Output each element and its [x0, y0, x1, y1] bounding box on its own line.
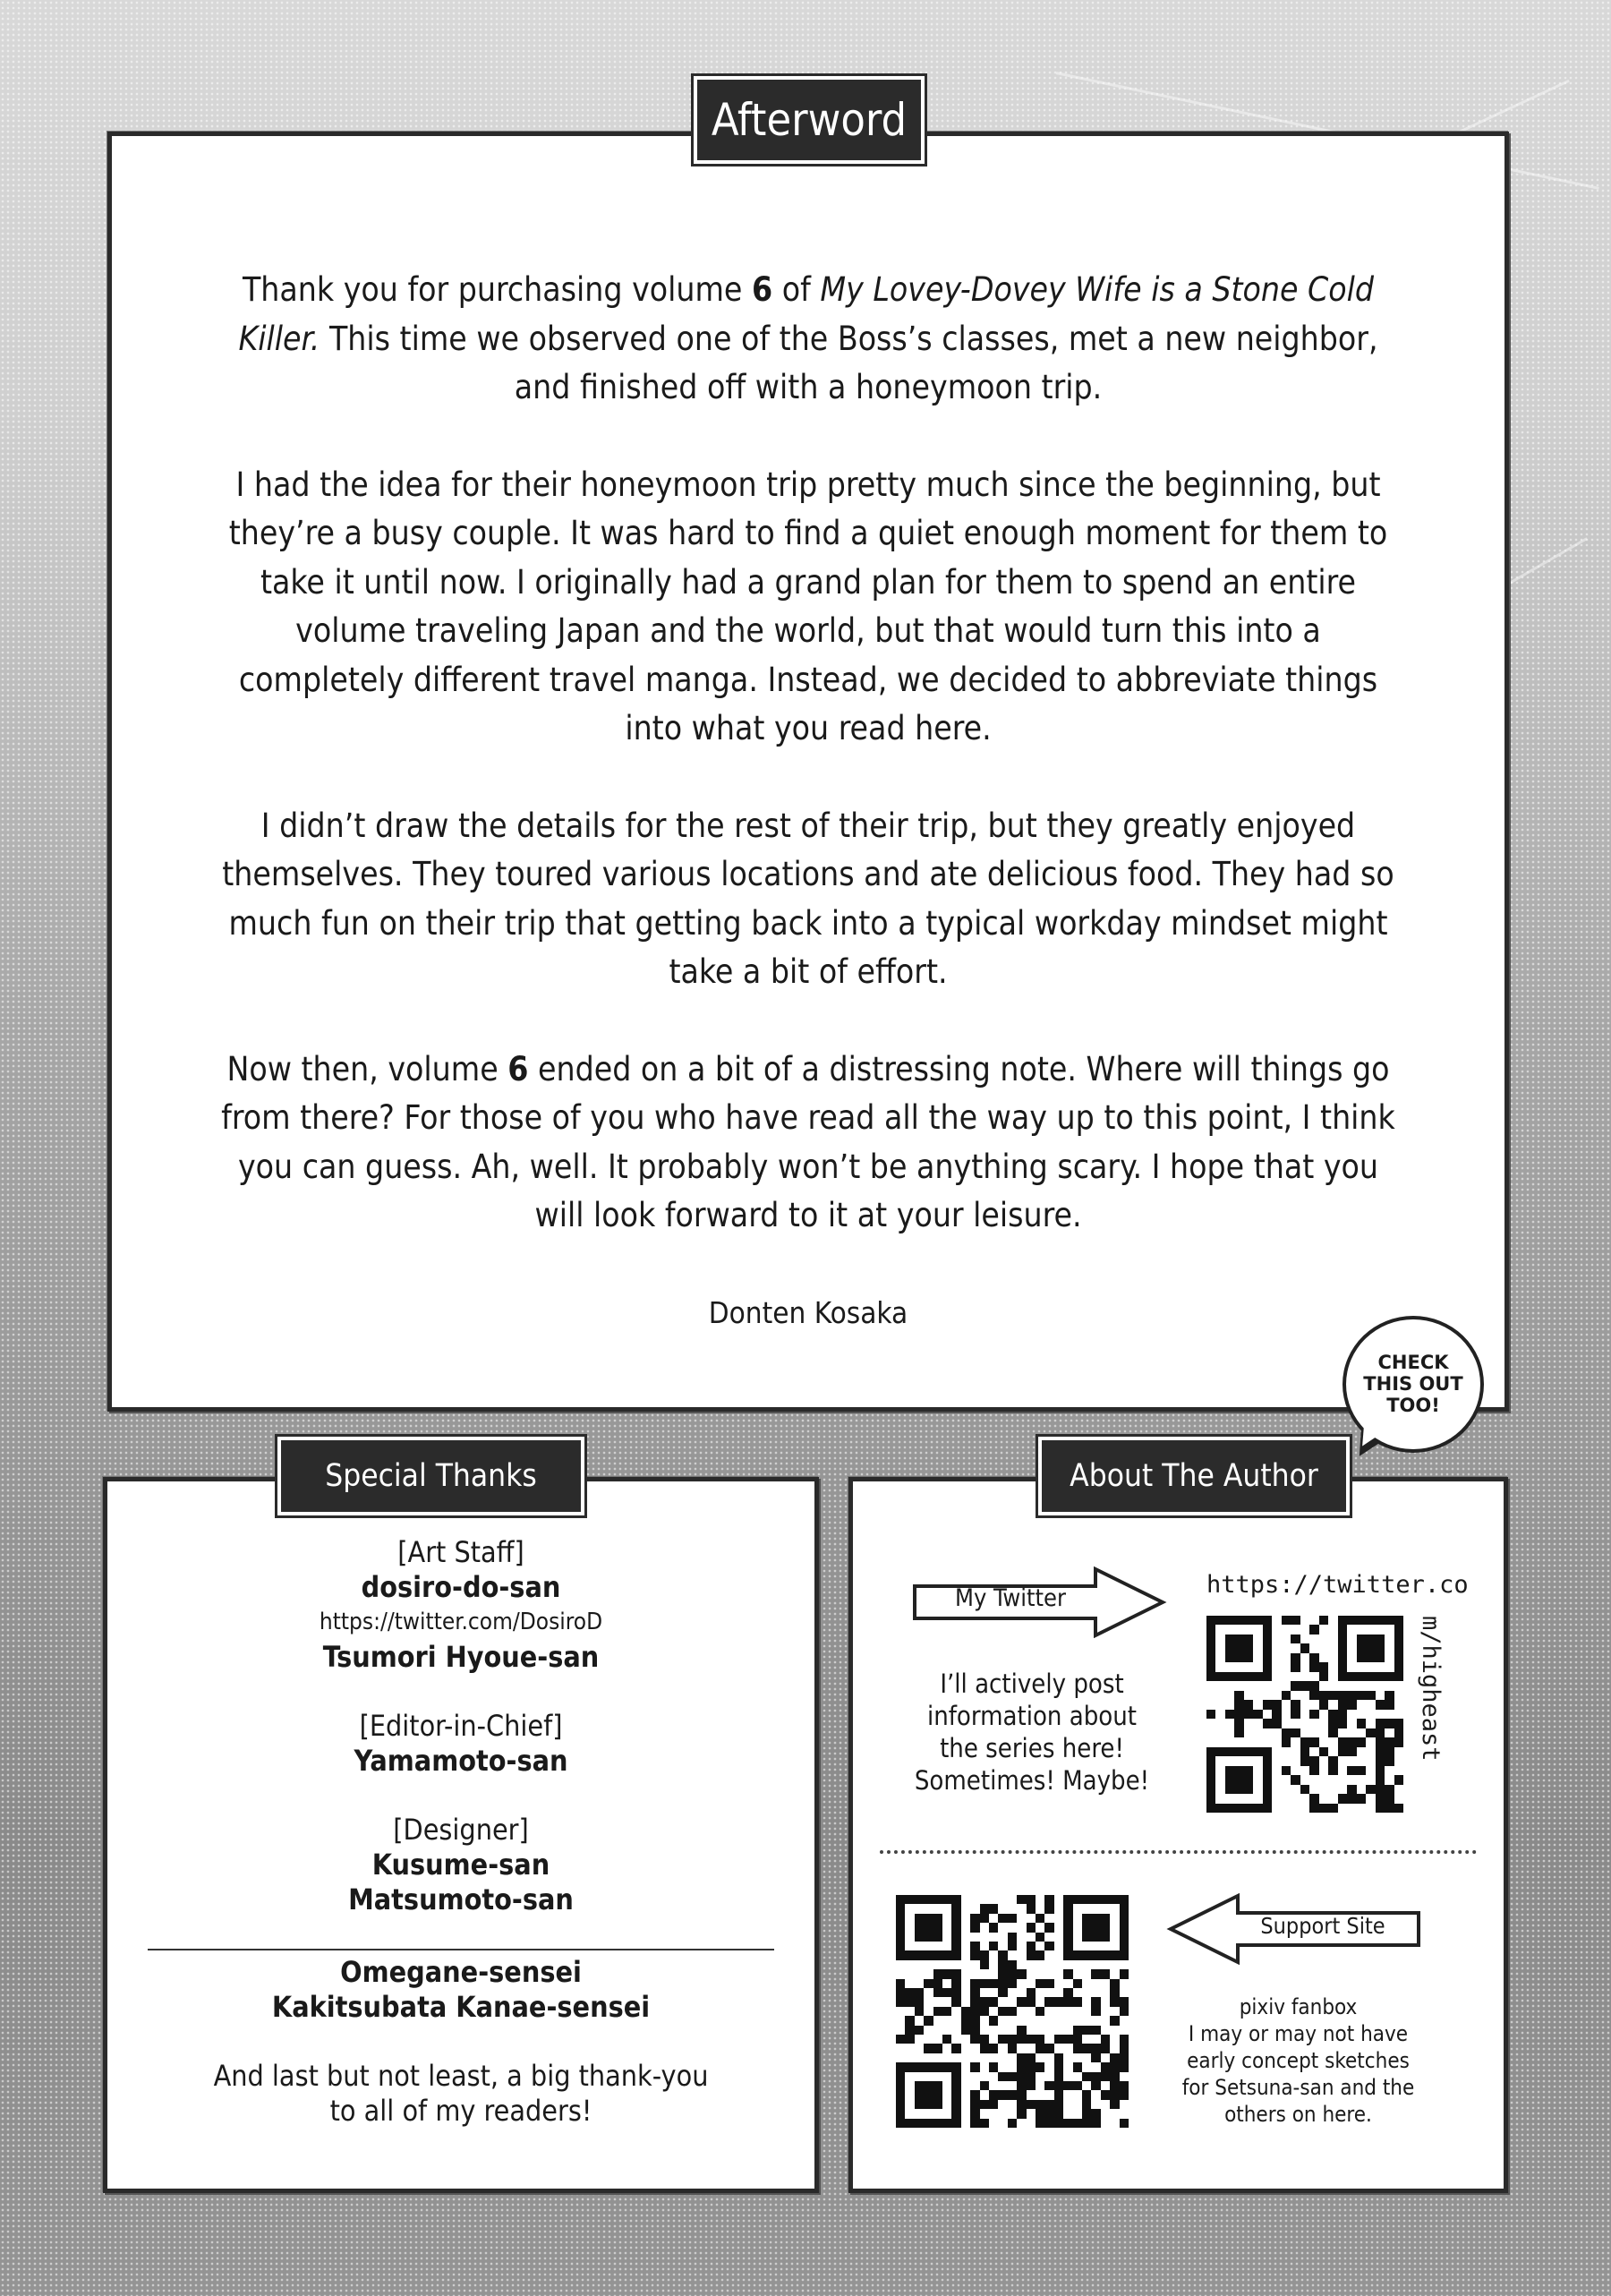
credit-name: Kusume-san: [371, 1848, 550, 1882]
credit-name: Kakitsubata Kanae-sensei: [271, 1990, 651, 2024]
credit-name: dosiro-do-san: [361, 1570, 561, 1604]
support-description: pixiv fanbox I may or may not have early concept sketches for Setsuna-san and the others on here.: [1181, 1994, 1415, 2127]
twitter-description: I’ll actively post information about the series here! Sometimes! Maybe!: [914, 1669, 1150, 1796]
twitter-arrow: [912, 1566, 1167, 1638]
divider: [148, 1949, 774, 1950]
support-qr-code[interactable]: [896, 1895, 1129, 2128]
twitter-url[interactable]: https://twitter.co: [1206, 1571, 1469, 1599]
art-staff-heading: [Art Staff]: [397, 1535, 524, 1569]
credit-name: Omegane-sensei: [340, 1955, 582, 1989]
afterword-paragraph-1: Thank you for purchasing volume 6 of My Lovey-Dovey Wife is a Stone Cold Killer. This time we observed one of the Boss’s classes, met a new neighbor, and finished off with a honeymoon trip.: [238, 270, 1378, 406]
credit-url[interactable]: https://twitter.com/DosiroD: [319, 1609, 603, 1635]
afterword-paragraph-3: I didn’t draw the details for the rest of their trip, but they greatly enjoyed themselves. They toured various locations and ate delicious food. They had so much fun on their trip that getting back into a typical workday mindset might take a bit of effort.: [222, 806, 1394, 991]
check-this-out-bubble: CHECK THIS OUT TOO!: [1342, 1316, 1484, 1453]
afterword-body: [219, 266, 1397, 1337]
about-author-panel: [848, 1477, 1508, 2193]
afterword-title: Afterword: [694, 76, 925, 164]
afterword-paragraph-4: Now then, volume 6 ended on a bit of a distressing note. Where will things go from there? For those of you who have read all the way up to this point, I think you can guess. Ah, well. It probably won’t be anything scary. I hope that you will look forward to it at your leisure.: [221, 1049, 1395, 1234]
support-arrow: [1166, 1893, 1421, 1965]
special-thanks-list: [107, 1535, 814, 2129]
credit-name: Tsumori Hyoue-san: [322, 1640, 600, 1674]
twitter-url-continued: m/higheast: [1417, 1616, 1445, 1762]
special-thanks-title: Special Thanks: [277, 1437, 584, 1515]
twitter-arrow-label: My Twitter: [955, 1584, 1066, 1612]
twitter-qr-code[interactable]: [1206, 1616, 1403, 1813]
credit-name: Yamamoto-san: [354, 1744, 568, 1778]
dotted-divider: [880, 1850, 1477, 1854]
special-thanks-panel: [103, 1477, 819, 2193]
book-title: My Lovey-Dovey Wife is a Stone Cold Killer.: [238, 270, 1375, 358]
about-author-title: About The Author: [1038, 1437, 1350, 1515]
closing-line: And last but not least, a big thank-you: [213, 2059, 709, 2093]
author-signature: Donten Kosaka: [708, 1294, 908, 1330]
support-arrow-label: Support Site: [1260, 1913, 1385, 1939]
credit-name: Matsumoto-san: [348, 1882, 574, 1916]
editor-heading: [Editor-in-Chief]: [359, 1709, 563, 1743]
afterword-panel: [107, 132, 1509, 1412]
designer-heading: [Designer]: [393, 1813, 529, 1847]
afterword-paragraph-2: I had the idea for their honeymoon trip pretty much since the beginning, but they’re a busy couple. It was hard to find a quiet enough moment for them to take it until now. I originally had a grand plan for them to spend an entire volume traveling Japan and the world, but that would turn this into a completely different travel manga. Instead, we decided to abbreviate things into what you read here.: [228, 465, 1388, 747]
closing-line: to all of my readers!: [329, 2094, 592, 2128]
